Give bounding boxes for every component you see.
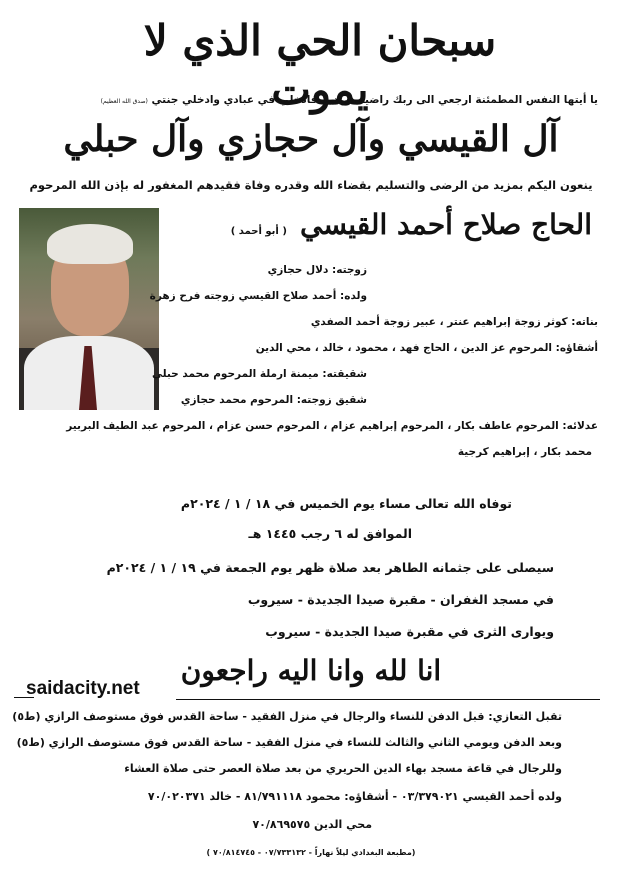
hijri-date: الموافق له ٦ رجب ١٤٤٥ هـ bbox=[248, 526, 412, 541]
relative-daughters: بناته: كوثر زوجة إبراهيم عنتر ، عبير زوجة أحمد الصفدي bbox=[310, 316, 598, 328]
in-laws-line-2: محمد بكار ، إبراهيم كرجية bbox=[457, 446, 592, 458]
contact-line-1: ولده أحمد القيسي ٠٣/٣٧٩٠٢١ - أشقاؤه: محمود ٨١/٧٩١١١٨ - خالد ٧٠/٠٢٠٣٧١ bbox=[147, 790, 562, 803]
verse-text: يا أيتها النفس المطمئنة ارجعي الى ربك راضية مرضية فادخلي في عبادي وادخلي جنتي bbox=[151, 94, 598, 106]
verse-source: (صدق الله العظيم) bbox=[100, 98, 148, 105]
funeral-prayer: سيصلى على جثمانه الطاهر بعد صلاة ظهر يوم الجمعة في ١٩ / ١ / ٢٠٢٤م bbox=[106, 560, 554, 575]
calligraphy-text: سبحان الحي الذي لا يموت bbox=[143, 16, 497, 114]
funeral-mosque: في مسجد الغفران - مقبرة صيدا الجديدة - سيروب bbox=[247, 592, 554, 607]
deceased-name-block bbox=[170, 208, 592, 241]
deceased-nickname: ( أبو أحمد ) bbox=[230, 226, 287, 237]
relative-brothers: أشقاؤه: المرحوم عز الدين ، الحاج فهد ، محمود ، خالد ، محي الدين bbox=[255, 342, 598, 354]
burial-place: ويوارى الثرى في مقبرة صيدا الجديدة - سيروب bbox=[265, 624, 554, 639]
condolence-line-1: تقبل التعازي: قبل الدفن للنساء والرجال في منزل الفقيد - ساحة القدس فوق مستوصف الرازي (ط٥) bbox=[12, 710, 562, 723]
divider bbox=[176, 699, 600, 700]
family-title: آل القيسي وآل حجازي وآل حبلي bbox=[63, 118, 559, 160]
closing-phrase: انا لله وانا اليه راجعون bbox=[180, 654, 442, 687]
site-watermark: saidacity.net bbox=[26, 678, 140, 699]
quran-verse bbox=[24, 94, 598, 106]
condolence-line-3: وللرجال في قاعة مسجد بهاء الدين الحريري من بعد صلاة العصر حتى صلاة العشاء bbox=[124, 762, 562, 775]
in-laws-line-1: عدلائه: المرحوم عاطف بكار ، المرحوم إبراهيم عزام ، المرحوم حسن عزام ، المرحوم عبد الطيف البربير bbox=[66, 420, 598, 432]
deceased-name: الحاج صلاح أحمد القيسي bbox=[299, 208, 592, 241]
contact-line-2: محي الدين ٧٠/٨٦٩٥٧٥ bbox=[252, 818, 372, 831]
press-footer: (مطبعة البغدادي ليلاً نهاراً - ٠٧/٧٣٣١٣٢ - ٧٠/٨١٤٧٤٥ ) bbox=[206, 848, 416, 857]
relative-son: ولده: أحمد صلاح القيسي زوجته فرح زهرة bbox=[149, 290, 367, 302]
relative-sister: شقيقته: ميمنة ارملة المرحوم محمد حبلي bbox=[151, 368, 367, 380]
mourning-line: ينعون اليكم بمزيد من الرضى والتسليم بقضاء الله وقدره وفاة فقيدهم المغفور له بإذن الله المرحوم bbox=[29, 178, 593, 192]
relative-brother-in-law: شقيق زوجته: المرحوم محمد حجازي bbox=[180, 394, 367, 406]
relative-wife: زوجته: دلال حجازي bbox=[267, 264, 367, 276]
condolence-line-2: وبعد الدفن ويومي الثاني والثالث للنساء في منزل الفقيد - ساحة القدس فوق مستوصف الرازي (ط٥) bbox=[16, 736, 562, 749]
deceased-photo bbox=[19, 208, 159, 410]
death-date: توفاه الله تعالى مساء يوم الخميس في ١٨ / ١ / ٢٠٢٤م bbox=[180, 496, 512, 511]
